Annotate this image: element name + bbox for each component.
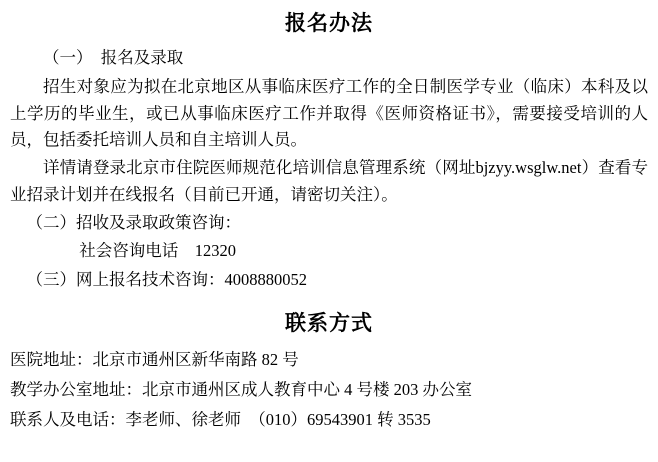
contact-office-address: 教学办公室地址：北京市通州区成人教育中心 4 号楼 203 办公室 <box>10 379 472 399</box>
page-title: 报名办法 <box>285 11 373 35</box>
paragraph-eligibility: 招生对象应为拟在北京地区从事临床医疗工作的全日制医学专业（临床）本科及以上学历的毕业生，或已从事临床医疗工作并取得《医师资格证书》，需要接受培训的人员，包括委托培训人员和自主培训人员。 <box>10 77 648 150</box>
paragraph-registration-system: 详情请登录北京市住院医师规范化培训信息管理系统（网址bjzyy.wsglw.net）查看专业招录计划并在线报名（目前已开通，请密切关注）。 <box>10 158 648 204</box>
section-label-one: （一） 报名及录取 <box>43 48 184 68</box>
contact-section-title: 联系方式 <box>285 310 373 335</box>
contact-hospital-address: 医院地址：北京市通州区新华南路 82 号 <box>10 350 299 370</box>
policy-consult-phone: 社会咨询电话 12320 <box>79 241 237 261</box>
section-label-two: （二）招收及录取政策咨询： <box>26 212 241 232</box>
section-label-three: （三）网上报名技术咨询：4008880052 <box>26 270 307 290</box>
contact-person-phone: 联系人及电话：李老师、徐老师 （010）69543901 转 3535 <box>10 409 431 429</box>
